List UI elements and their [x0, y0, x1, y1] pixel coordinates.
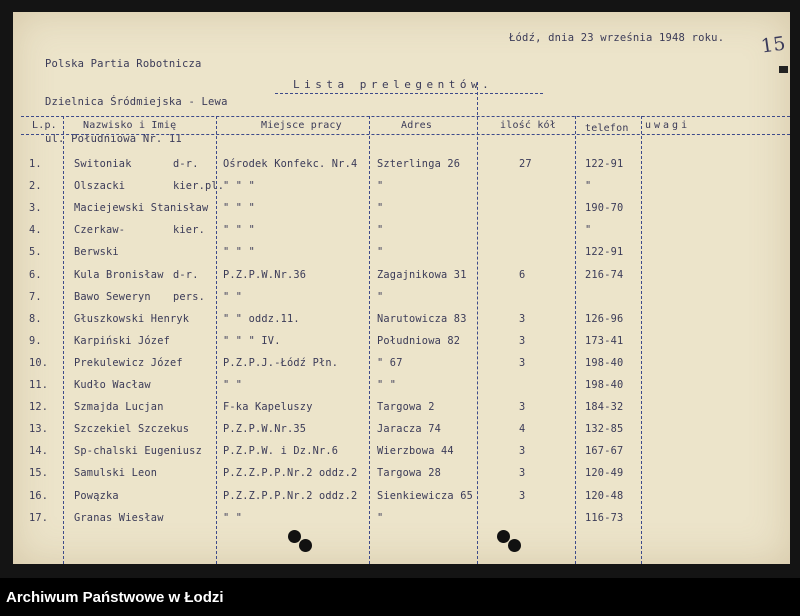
workplace: P.Z.P.W.Nr.36 — [223, 268, 307, 281]
address: " — [377, 224, 384, 237]
column-divider — [575, 116, 576, 564]
workplace: " " oddz.11. — [223, 312, 300, 325]
lecturer-name: Bawo Seweryn — [74, 290, 151, 303]
circle-count: 3 — [519, 445, 526, 458]
lecturer-name: Olszacki — [74, 180, 126, 193]
lecturer-name: Prekulewicz Józef — [74, 356, 183, 369]
circle-count: 3 — [519, 356, 526, 369]
document-page — [13, 12, 790, 564]
address: " — [377, 180, 384, 193]
workplace: " " — [223, 379, 243, 391]
table-header-rule — [21, 134, 790, 135]
punch-hole — [299, 539, 312, 552]
lecturer-name: Szmajda Lucjan — [74, 401, 164, 414]
lecturer-title: d-r. — [173, 268, 199, 281]
lecturer-name: Sp-chalski Eugeniusz — [74, 445, 202, 458]
address: " — [377, 290, 384, 303]
row-number: 11. — [29, 379, 49, 391]
lecturer-name: Karpiński Józef — [74, 334, 170, 347]
phone-number: 184-32 — [585, 401, 624, 414]
workplace: " " — [223, 290, 243, 303]
row-number: 10. — [29, 356, 49, 369]
column-divider — [477, 82, 478, 564]
workplace: P.Z.Z.P.P.Nr.2 oddz.2 — [223, 467, 358, 480]
phone-number: 120-48 — [585, 489, 624, 502]
address: " 67 — [377, 356, 403, 369]
header-work: Miejsce pracy — [261, 120, 342, 131]
phone-number: 167-67 — [585, 445, 624, 458]
row-number: 1. — [29, 158, 42, 170]
circle-count: 27 — [519, 158, 532, 170]
letterhead — [45, 33, 228, 171]
address: Południowa 82 — [377, 334, 461, 347]
circle-count: 3 — [519, 334, 526, 347]
lecturer-name: Berwski — [74, 246, 119, 259]
workplace: " " " — [223, 224, 255, 237]
row-number: 14. — [29, 445, 49, 458]
phone-number: 198-40 — [585, 356, 624, 369]
phone-number: 122-91 — [585, 246, 624, 259]
lecturer-title: pers. — [173, 290, 205, 303]
circle-count: 6 — [519, 268, 526, 281]
lecturer-title: kier. — [173, 224, 205, 237]
row-number: 16. — [29, 489, 49, 502]
header-lp: L.p. — [32, 120, 57, 131]
document-title: Lista prelegentów. — [293, 78, 494, 91]
letterhead-line: Dzielnica Śródmiejska - Lewa — [45, 95, 228, 108]
punch-hole — [508, 539, 521, 552]
phone-number: 122-91 — [585, 158, 624, 170]
phone-number: " — [585, 224, 592, 237]
lecturer-title: kier.pl. — [173, 180, 225, 193]
phone-number: 190-70 — [585, 202, 624, 215]
circle-count: 3 — [519, 401, 526, 414]
address: " " — [377, 379, 397, 391]
page-number: 15 — [759, 32, 787, 58]
column-divider — [63, 116, 64, 564]
row-number: 7. — [29, 290, 42, 303]
column-divider — [641, 116, 642, 564]
table-top-rule — [21, 116, 790, 117]
phone-number: 120-49 — [585, 467, 624, 480]
header-remarks: uwagi — [645, 120, 691, 131]
circle-count: 3 — [519, 312, 526, 325]
address: Targowa 28 — [377, 467, 441, 480]
workplace: P.Z.Z.P.P.Nr.2 oddz.2 — [223, 489, 358, 502]
row-number: 6. — [29, 268, 42, 281]
row-number: 13. — [29, 423, 49, 436]
phone-number: 132-85 — [585, 423, 624, 436]
workplace: " " " IV. — [223, 334, 281, 347]
phone-number: 116-73 — [585, 511, 624, 524]
address: Sienkiewicza 65 — [377, 489, 473, 502]
row-number: 4. — [29, 224, 42, 237]
header-name: Nazwisko i Imię — [83, 120, 177, 131]
phone-number: 216-74 — [585, 268, 624, 281]
workplace: P.Z.P.W.Nr.35 — [223, 423, 307, 436]
archive-footer: Archiwum Państwowe w Łodzi — [0, 578, 800, 616]
lecturer-name: Czerkaw- — [74, 224, 126, 237]
lecturer-name: Powązka — [74, 489, 119, 502]
row-number: 17. — [29, 511, 49, 524]
lecturer-name: Maciejewski Stanisław — [74, 202, 209, 215]
address: " — [377, 511, 384, 524]
address: Targowa 2 — [377, 401, 435, 414]
title-underline — [275, 93, 543, 94]
workplace: " " " — [223, 202, 255, 215]
address: Wierzbowa 44 — [377, 445, 454, 458]
letterhead-line: Polska Partia Robotnicza — [45, 58, 202, 70]
workplace: " " — [223, 511, 243, 524]
address: " — [377, 202, 384, 215]
row-number: 5. — [29, 246, 42, 259]
phone-number: 198-40 — [585, 379, 624, 391]
document-date: Łódź, dnia 23 września 1948 roku. — [509, 32, 725, 44]
address: " — [377, 246, 384, 259]
workplace: P.Z.P.W. i Dz.Nr.6 — [223, 445, 339, 458]
workplace: Ośrodek Konfekc. Nr.4 — [223, 158, 358, 170]
circle-count: 3 — [519, 467, 526, 480]
lecturer-name: Głuszkowski Henryk — [74, 312, 190, 325]
row-number: 8. — [29, 312, 42, 325]
column-divider — [369, 116, 370, 564]
lecturer-name: Kudło Wacław — [74, 379, 151, 391]
workplace: P.Z.P.J.-Łódź Płn. — [223, 356, 339, 369]
row-number: 15. — [29, 467, 49, 480]
address: Jaracza 74 — [377, 423, 441, 436]
lecturer-name: Szczekiel Szczekus — [74, 423, 190, 436]
lecturer-title: d-r. — [173, 158, 199, 170]
address: Narutowicza 83 — [377, 312, 467, 325]
address: Zagajnikowa 31 — [377, 268, 467, 281]
phone-number: 126-96 — [585, 312, 624, 325]
header-address: Adres — [401, 120, 433, 131]
header-phone: telefon — [585, 123, 629, 134]
workplace: " " " — [223, 180, 255, 193]
phone-number: " — [585, 180, 592, 193]
header-count: ilość kół — [500, 120, 556, 131]
lecturer-name: Samulski Leon — [74, 467, 158, 480]
lecturer-name: Kula Bronisław — [74, 268, 164, 281]
circle-count: 4 — [519, 423, 526, 436]
row-number: 12. — [29, 401, 49, 414]
row-number: 9. — [29, 334, 42, 347]
lecturer-name: Granas Wiesław — [74, 511, 164, 524]
letterhead-line: ul. Południowa Nr. 11 — [45, 133, 182, 145]
ink-mark — [779, 66, 788, 73]
address: Szterlinga 26 — [377, 158, 461, 170]
workplace: F-ka Kapeluszy — [223, 401, 313, 414]
row-number: 2. — [29, 180, 42, 193]
circle-count: 3 — [519, 489, 526, 502]
lecturer-name: Switoniak — [74, 158, 132, 170]
phone-number: 173-41 — [585, 334, 624, 347]
workplace: " " " — [223, 246, 255, 259]
row-number: 3. — [29, 202, 42, 215]
